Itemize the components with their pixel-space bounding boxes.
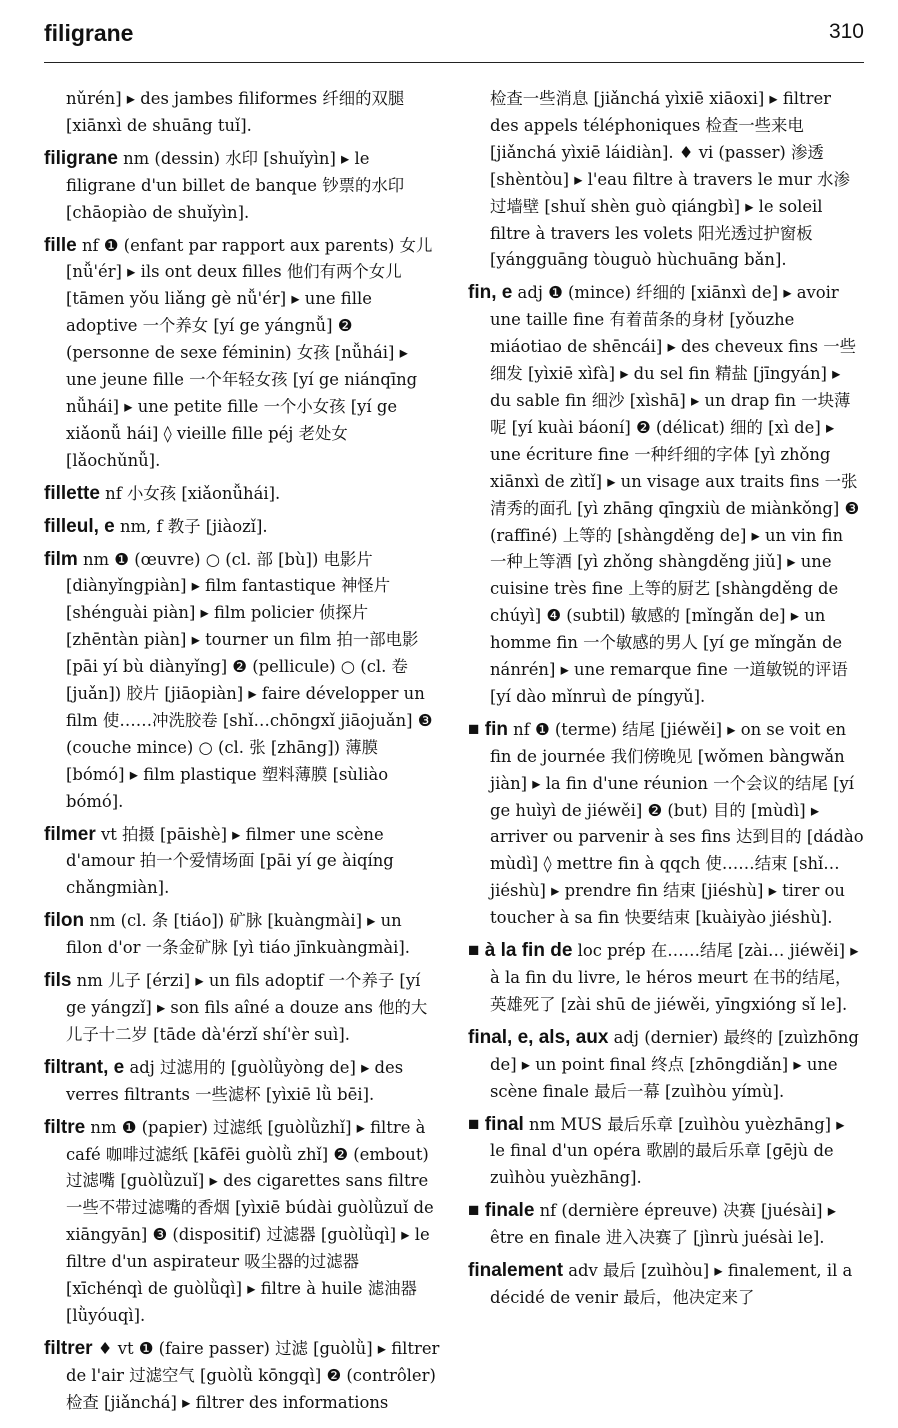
- entry-definition: nm, f 教子 [jiàozǐ].: [114, 516, 268, 536]
- entry-headword: film: [44, 548, 78, 570]
- entry-headword: filon: [44, 910, 85, 932]
- entry-headword: fin, e: [468, 282, 513, 304]
- entry-film: [44, 547, 440, 816]
- entry-definition: adv 最后 [zuìhòu] ▸ finalement, il a décidé de venir 最后，他决定来了: [490, 1261, 858, 1307]
- entry-filigrane: [44, 146, 440, 227]
- entry-headword: final, e, als, aux: [468, 1026, 609, 1048]
- entry-filtre: [44, 1115, 440, 1330]
- entry-headword: ■ fin: [468, 718, 508, 740]
- entry-definition: nf ❶ (enfant par rapport aux parents) 女儿 [nǚ'ér] ▸ ils ont deux filles 他们有两个女儿 [tāmen yǒu liǎng gè nǚ'ér] ▸ une fille adoptive 一个养女 [yí ge yángnǚ] ❷ (personne de sexe féminin) 女孩 [nǚhái] ▸ une jeune fille 一个年轻女孩 [yí ge niánqīng nǚhái] ▸ une petite fille 一个小女孩 [yí ge xiǎonǚ hái] ◊ vieille fille péj 老处女 [lǎochǔnǚ].: [66, 235, 438, 470]
- entry-headword: fille: [44, 234, 77, 256]
- entry-definition: adj (dernier) 最终的 [zuìzhōng de] ▸ un point final 终点 [zhōngdiǎn] ▸ une scène finale 最后一幕 [zuìhòu yímù].: [490, 1027, 865, 1101]
- entry-definition: nf (dernière épreuve) 决赛 [juésài] ▸ être en finale 进入决赛了 [jìnrù juésài le].: [490, 1201, 842, 1248]
- entry-definition: nǔrén] ▸ des jambes filiformes 纤细的双腿 [xiānxì de shuāng tuǐ].: [66, 89, 410, 135]
- entry-definition: ♦ vt ❶ (faire passer) 过滤 [guòlǜ] ▸ filtrer de l'air 过滤空气 [guòlǜ kōngqì] ❷ (contrôler) 检查 [jiǎnchá] ▸ filtrer des informations: [66, 1338, 445, 1412]
- entry-definition: nm (cl. 条 [tiáo]) 矿脉 [kuàngmài] ▸ un filon d'or 一条金矿脉 [yì tiáo jīnkuàngmài].: [66, 911, 411, 958]
- entry-final-nm: [468, 1112, 864, 1193]
- entry-definition: adj 过滤用的 [guòlǜyòng de] ▸ des verres filtrants 一些滤杯 [yìxiē lǜ bēi].: [66, 1057, 409, 1104]
- entry-definition: nm ❶ (œuvre) ○ (cl. 部 [bù]) 电影片 [diànyǐngpiàn] ▸ film fantastique 神怪片 [shénguài piàn] ▸ film policier 侦探片 [zhēntàn piàn] ▸ tourner un film 拍一部电影 [pāi yí bù diànyǐng] ❷ (pellicule) ○ (cl. 卷 [juǎn]) 胶片 [jiāopiàn] ▸ faire développer un film 使……冲洗胶卷 [shǐ…chōngxǐ jiāojuǎn] ❸ (couche mince) ○ (cl. 张 [zhāng]) 薄膜 [bómó] ▸ film plastique 塑料薄膜 [sùliào bómó].: [66, 549, 438, 811]
- page-header: [44, 14, 864, 54]
- entry-headword: filleul, e: [44, 515, 115, 537]
- entry-headword: ■ à la fin de: [468, 940, 573, 962]
- entry-headword: ■ final: [468, 1113, 524, 1135]
- entry-fin-adj: [468, 280, 864, 711]
- page-number: 310: [828, 20, 864, 43]
- entry-headword: ■ finale: [468, 1200, 535, 1222]
- entry-finale: [468, 1198, 864, 1252]
- entry-fin-nf: [468, 717, 869, 932]
- entry-definition: nm 儿子 [érzi] ▸ un fils adoptif 一个养子 [yí ge yángzǐ] ▸ son fils aîné a douze ans 他的大儿子十二岁 [tāde dà'érzǐ shí'èr suì].: [66, 971, 428, 1044]
- entry-definition: adj ❶ (mince) 纤细的 [xiānxì de] ▸ avoir une taille fine 有着苗条的身材 [yǒuzhe miáotiao de shēncái] ▸ des cheveux fins 一些细发 [yìxiē xìfà] ▸ du sel fin 精盐 [jīngyán] ▸ du sable fin 细沙 [xìshā] ▸ un drap fin 一块薄呢 [yí kuài báoní] ❷ (délicat) 细的 [xì de] ▸ une écriture fine 一种纤细的字体 [yì zhǒng xiānxì de zìtǐ] ▸ un visage aux traits fins 一张清秀的面孔 [yì zhāng qīngxiù de miànkǒng] ❸ (raffiné) 上等的 [shàngděng de] ▸ un vin fin 一种上等酒 [yì zhǒng shàngděng jiǔ] ▸ une cuisine très fine 上等的厨艺 [shàngděng de chúyì] ❹ (subtil) 敏感的 [mǐngǎn de] ▸ un homme fin 一个敏感的男人 [yí ge mǐngǎn de nánrén] ▸ une remarque fine 一道敏锐的评语 [yí dào mǐnruì de píngyǔ].: [490, 283, 865, 706]
- entry-headword: filtrant, e: [44, 1056, 125, 1078]
- entry-headword: filtre: [44, 1116, 86, 1138]
- entry-finalement: [468, 1258, 864, 1312]
- entry-filmer: [44, 822, 440, 903]
- entry-filtrer: [44, 1336, 445, 1417]
- running-headword: filigrane: [44, 20, 134, 46]
- entry-definition: nf ❶ (terme) 结尾 [jiéwěi] ▸ on se voit en fin de journée 我们傍晚见 [wǒmen bàngwǎn jiàn] ▸ la fin d'une réunion 一个会议的结尾 [yí ge huìyì de jiéwěi] ❷ (but) 目的 [mùdì] ▸ arriver ou parvenir à ses fins 达到目的 [dádào mùdì] ◊ mettre fin à qqch 使……结束 [shǐ… jiéshù] ▸ prendre fin 结束 [jiéshù] ▸ tirer ou toucher à sa fin 快要结束 [kuàiyào jiéshù].: [490, 719, 869, 928]
- entry-headword: filtrer: [44, 1337, 93, 1359]
- entry-definition: nm (dessin) 水印 [shuǐyìn] ▸ le filigrane d'un billet de banque 钞票的水印 [chāopiào de shuǐyìn].: [66, 148, 410, 222]
- entry-definition: nm ❶ (papier) 过滤纸 [guòlǜzhǐ] ▸ filtre à café 咖啡过滤纸 [kāfēi guòlǜ zhǐ] ❷ (embout) 过滤嘴 [guòlǜzuǐ] ▸ des cigarettes sans filtre 一些不带过滤嘴的香烟 [yìxiē búdài guòlǜzuǐ de xiāngyān] ❸ (dispositif) 过滤器 [guòlǜqì] ▸ le filtre d'un aspirateur 吸尘器的过滤器 [xīchénqì de guòlǜqì] ▸ filtre à huile 滤油器 [lǜyóuqì].: [66, 1117, 439, 1325]
- entry-headword: fils: [44, 970, 72, 992]
- entry-definition: loc prép 在……结尾 [zài… jiéwěi] ▸ à la fin du livre, le héros meurt 在书的结尾，英雄死了 [zài shū de jiéwěi, yīngxióng sǐ le].: [490, 941, 864, 1014]
- entry-fils: [44, 968, 440, 1049]
- entry-filleul: [44, 514, 440, 541]
- entry-cont-1: [44, 86, 440, 140]
- entry-headword: finalement: [468, 1260, 564, 1282]
- entry-a-la-fin: [468, 938, 864, 1019]
- entry-cont-2: [468, 86, 864, 274]
- entry-fille: [44, 233, 440, 475]
- entry-definition: nf 小女孩 [xiǎonǚhái].: [99, 483, 281, 503]
- left-column: [44, 86, 445, 1423]
- entry-filtrant: [44, 1055, 440, 1109]
- entry-headword: filmer: [44, 823, 96, 845]
- entry-final: [468, 1025, 864, 1106]
- entry-definition: nm MUS 最后乐章 [zuìhòu yuèzhāng] ▸ le final d'un opéra 歌剧的最后乐章 [gējù de zuìhòu yuèzhāng].: [490, 1114, 850, 1188]
- entry-fillette: [44, 481, 440, 508]
- entry-headword: filigrane: [44, 147, 118, 169]
- entry-definition: vt 拍摄 [pāishè] ▸ filmer une scène d'amour 拍一个爱情场面 [pāi yí ge àiqíng chǎngmiàn].: [66, 824, 399, 898]
- header-rule: [44, 62, 864, 63]
- entry-headword: fillette: [44, 482, 100, 504]
- right-column: [468, 86, 869, 1318]
- entry-definition: 检查一些消息 [jiǎnchá yìxiē xiāoxi] ▸ filtrer des appels téléphoniques 检查一些来电 [jiǎnchá yìxiē láidiàn]. ♦ vi (passer) 渗透 [shèntòu] ▸ l'eau filtre à travers le mur 水渗过墙壁 [shuǐ shèn guò qiángbì] ▸ le soleil filtre à travers les volets 阳光透过护窗板 [yángguāng tòuguò hùchuāng bǎn].: [490, 89, 850, 270]
- entry-filon: [44, 908, 440, 962]
